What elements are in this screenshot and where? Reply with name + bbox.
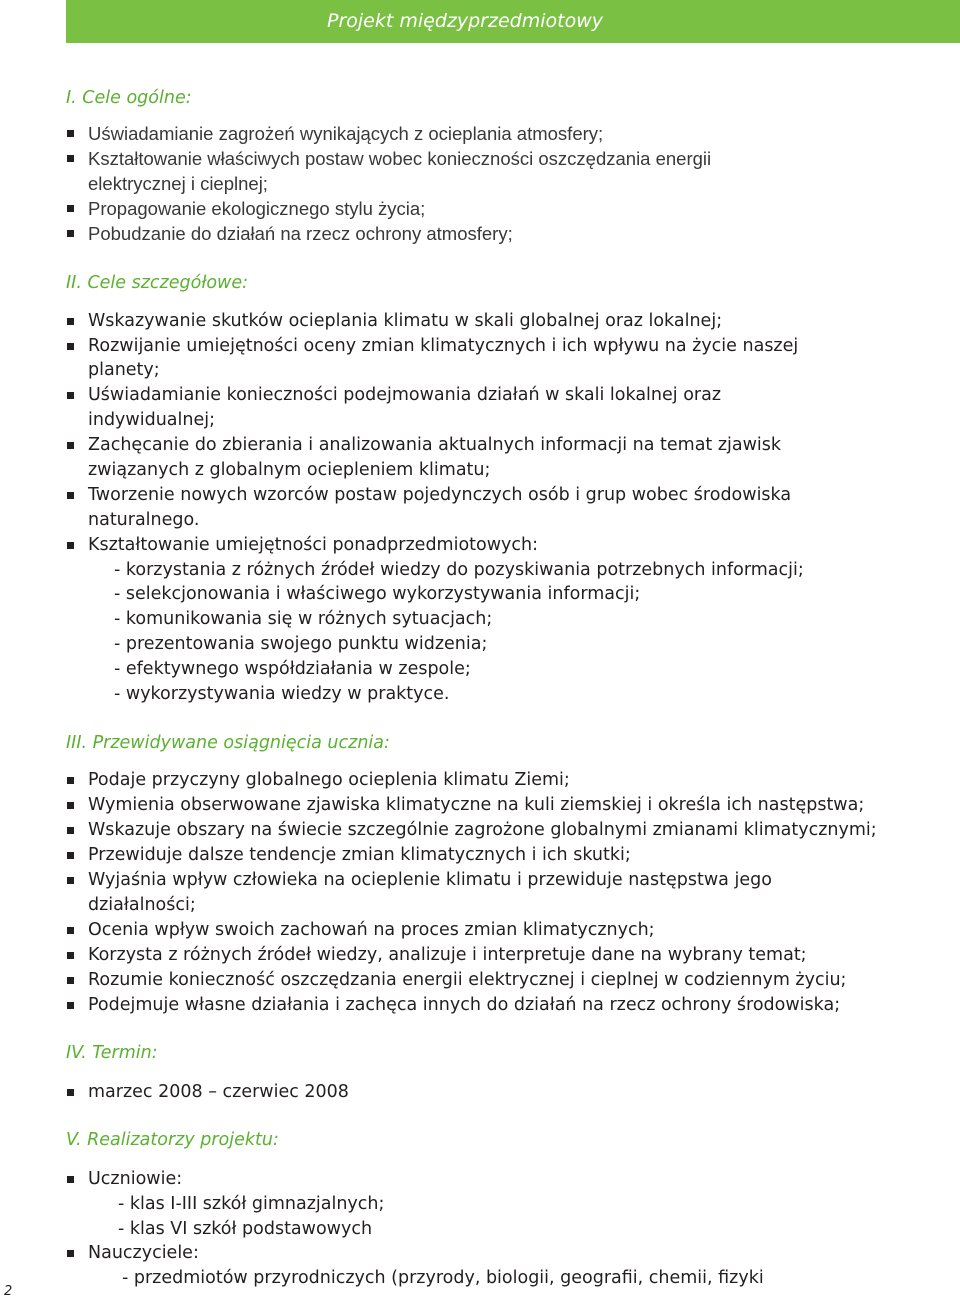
list-item: Podejmuje własne działania i zachęca innych do działań na rzecz ochrony środowiska; xyxy=(88,995,841,1015)
list-item: Tworzenie nowych wzorców postaw pojedynczych osób i grup wobec środowiska xyxy=(88,485,792,505)
list-item-continuation: naturalnego. xyxy=(88,510,200,530)
bullet-icon xyxy=(67,952,74,959)
list-item: Kształtowanie właściwych postaw wobec konieczności oszczędzania energii xyxy=(88,148,712,169)
list-item: Podaje przyczyny globalnego ocieplenia klimatu Ziemi; xyxy=(88,770,570,790)
sub-list-item: - selekcjonowania i właściwego wykorzystywania informacji; xyxy=(114,584,641,604)
list-item: Zachęcanie do zbierania i analizowania aktualnych informacji na temat zjawisk xyxy=(88,435,782,455)
sub-list-item: - prezentowania swojego punktu widzenia; xyxy=(114,634,488,654)
bullet-icon xyxy=(67,802,74,809)
list-item: Ocenia wpływ swoich zachowań na proces zmian klimatycznych; xyxy=(88,920,655,940)
sub-list-item: - efektywnego współdziałania w zespole; xyxy=(114,659,471,679)
list-item: Wyjaśnia wpływ człowieka na ocieplenie klimatu i przewiduje następstwa jego xyxy=(88,870,772,890)
list-item: Wymienia obserwowane zjawiska klimatyczne na kuli ziemskiej i określa ich następstwa; xyxy=(88,795,865,815)
list-item: Uświadamianie zagrożeń wynikających z ocieplania atmosfery; xyxy=(88,123,604,144)
list-item-continuation: planety; xyxy=(88,360,160,380)
bullet-icon xyxy=(67,777,74,784)
list-item-continuation: indywidualnej; xyxy=(88,410,215,430)
list-item: Przewiduje dalsze tendencje zmian klimatycznych i ich skutki; xyxy=(88,845,631,865)
document-title: Projekt międzyprzedmiotowy xyxy=(327,10,603,32)
header-bar xyxy=(66,0,960,43)
bullet-icon xyxy=(67,1089,74,1096)
list-item: Propagowanie ekologicznego stylu życia; xyxy=(88,198,426,219)
bullet-icon xyxy=(67,205,74,212)
sub-list-item: - przedmiotów przyrodniczych (przyrody, biologii, geografii, chemii, fizyki xyxy=(122,1268,764,1288)
bullet-icon xyxy=(67,492,74,499)
sub-list-item: - korzystania z różnych źródeł wiedzy do pozyskiwania potrzebnych informacji; xyxy=(114,560,804,580)
bullet-icon xyxy=(67,318,74,325)
list-item: Wskazywanie skutków ocieplania klimatu w skali globalnej oraz lokalnej; xyxy=(88,311,723,331)
bullet-icon xyxy=(67,852,74,859)
sub-list-item: - wykorzystywania wiedzy w praktyce. xyxy=(114,684,450,704)
sub-list-item: - klas I-III szkół gimnazjalnych; xyxy=(118,1194,385,1214)
list-item-continuation: elektrycznej i cieplnej; xyxy=(88,173,268,194)
bullet-icon xyxy=(67,877,74,884)
list-item: marzec 2008 – czerwiec 2008 xyxy=(88,1082,349,1102)
bullet-icon xyxy=(67,442,74,449)
section-heading-przewidywane-osiagniecia: III. Przewidywane osiągnięcia ucznia: xyxy=(66,733,390,753)
bullet-icon xyxy=(67,1002,74,1009)
bullet-icon xyxy=(67,977,74,984)
bullet-icon xyxy=(67,130,74,137)
bullet-icon xyxy=(67,155,74,162)
list-item: Korzysta z różnych źródeł wiedzy, analizuje i interpretuje dane na wybrany temat; xyxy=(88,945,807,965)
bullet-icon xyxy=(67,927,74,934)
bullet-icon xyxy=(67,827,74,834)
section-heading-termin: IV. Termin: xyxy=(66,1043,158,1063)
section-heading-cele-szczegolowe: II. Cele szczegółowe: xyxy=(66,273,249,293)
list-item: Rozwijanie umiejętności oceny zmian klimatycznych i ich wpływu na życie naszej xyxy=(88,336,799,356)
section-heading-realizatorzy: V. Realizatorzy projektu: xyxy=(66,1130,279,1150)
bullet-icon xyxy=(67,1176,74,1183)
list-item: Uczniowie: xyxy=(88,1169,183,1189)
bullet-icon xyxy=(67,392,74,399)
bullet-icon xyxy=(67,230,74,237)
sub-list-item: - klas VI szkół podstawowych xyxy=(118,1219,373,1239)
list-item-continuation: związanych z globalnym ociepleniem klimatu; xyxy=(88,460,491,480)
sub-list-item: - komunikowania się w różnych sytuacjach; xyxy=(114,609,493,629)
list-item-continuation: działalności; xyxy=(88,895,196,915)
section-heading-cele-ogolne: I. Cele ogólne: xyxy=(66,88,192,108)
list-item: Pobudzanie do działań na rzecz ochrony atmosfery; xyxy=(88,223,513,244)
list-item: Nauczyciele: xyxy=(88,1243,199,1263)
page-number: 2 xyxy=(4,1284,13,1299)
bullet-icon xyxy=(67,542,74,549)
bullet-icon xyxy=(67,343,74,350)
list-item: Rozumie konieczność oszczędzania energii elektrycznej i cieplnej w codziennym życiu; xyxy=(88,970,847,990)
list-item: Uświadamianie konieczności podejmowania działań w skali lokalnej oraz xyxy=(88,385,721,405)
list-item: Kształtowanie umiejętności ponadprzedmiotowych: xyxy=(88,535,539,555)
list-item: Wskazuje obszary na świecie szczególnie zagrożone globalnymi zmianami klimatycznymi; xyxy=(88,820,877,840)
bullet-icon xyxy=(67,1250,74,1257)
